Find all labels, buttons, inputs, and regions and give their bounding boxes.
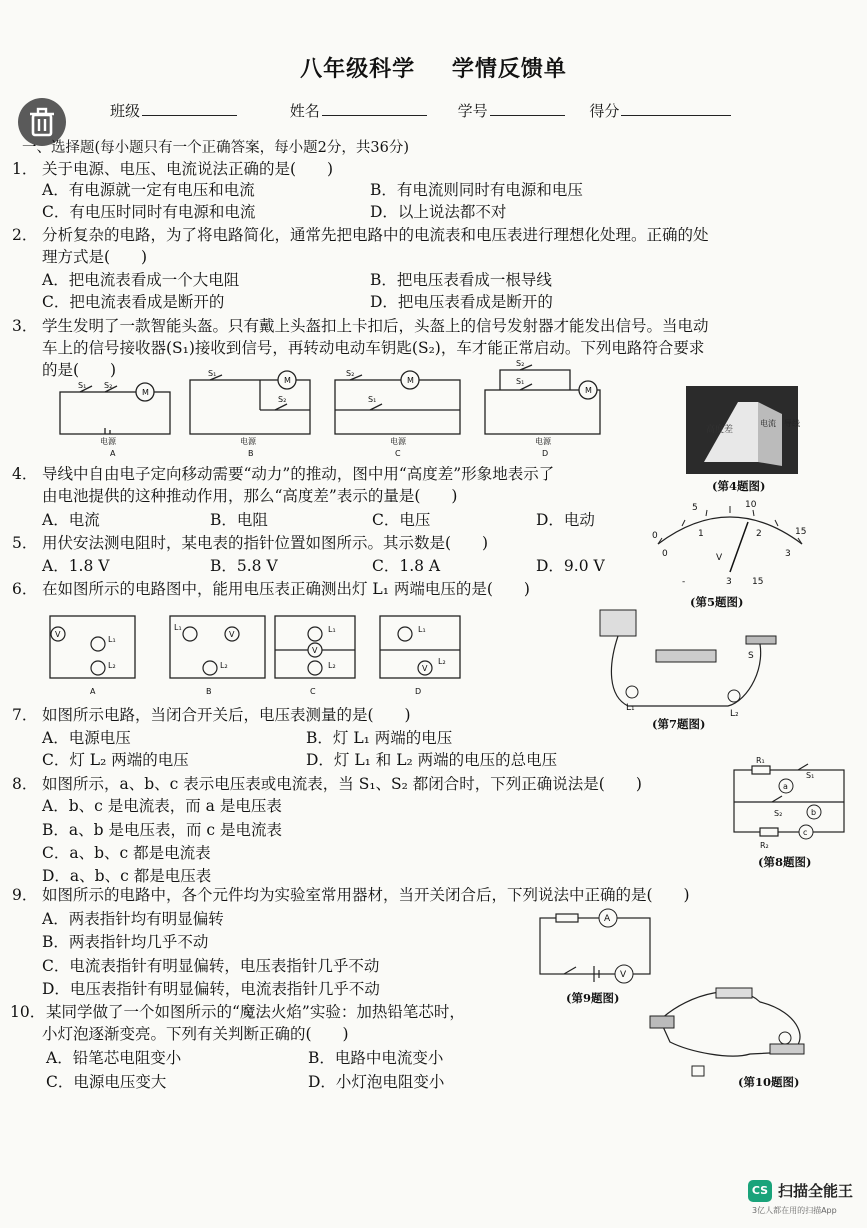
q6-circuit-diagrams — [40, 604, 470, 700]
question-number: 6． — [12, 580, 38, 598]
svg-text:L₂: L₂ — [730, 709, 739, 719]
svg-text:C: C — [310, 687, 316, 696]
svg-text:3: 3 — [726, 577, 732, 587]
svg-text:R₂: R₂ — [760, 841, 769, 850]
svg-text:2: 2 — [756, 529, 762, 539]
question-stem: 如图所示的电路中，各个元件均为实验室常用器材，当开关闭合后，下列说法中正确的是( ) — [42, 886, 690, 904]
svg-text:M: M — [407, 376, 414, 385]
question-stem: 如图所示，a、b、c 表示电压表或电流表，当 S₁、S₂ 都闭合时，下列正确说法是( ) — [42, 775, 642, 793]
option-c[interactable]: C．1.8 A — [372, 557, 441, 575]
option-c[interactable]: C．有电压时同时有电源和电流 — [42, 203, 256, 221]
svg-text:L₂: L₂ — [108, 661, 116, 670]
svg-text:V: V — [422, 664, 428, 673]
svg-text:M: M — [585, 386, 592, 395]
q9-caption: (第9题图) — [566, 991, 620, 1005]
question-stem: 关于电源、电压、电流说法正确的是( ) — [42, 160, 334, 178]
svg-text:V: V — [312, 646, 318, 655]
svg-text:电源: 电源 — [535, 437, 551, 446]
option-a[interactable]: A．1.8 V — [42, 557, 110, 575]
option-d[interactable]: D．灯 L₁ 和 L₂ 两端的电压的总电压 — [306, 751, 558, 769]
question-stem: 用伏安法测电阻时，某电表的指针位置如图所示。其示数是( ) — [42, 534, 489, 552]
svg-text:V: V — [620, 970, 627, 980]
section-title: 一、选择题(每小题只有一个正确答案，每小题2分，共36分) — [22, 140, 409, 156]
question-number: 1． — [12, 160, 38, 178]
option-b[interactable]: B．灯 L₁ 两端的电压 — [306, 729, 453, 747]
svg-text:L₂: L₂ — [438, 657, 446, 666]
svg-text:0: 0 — [652, 531, 658, 541]
question-number: 3． — [12, 317, 38, 335]
option-b[interactable]: B．有电流则同时有电源和电压 — [370, 181, 583, 199]
svg-text:L₁: L₁ — [108, 635, 116, 644]
svg-text:电源: 电源 — [100, 437, 116, 446]
student-info — [110, 100, 731, 121]
question-number: 2． — [12, 226, 38, 244]
svg-text:L₁: L₁ — [174, 623, 182, 632]
svg-text:B: B — [248, 449, 254, 458]
svg-text:S₂: S₂ — [104, 381, 113, 390]
svg-text:5: 5 — [692, 503, 698, 513]
q4-height-diagram — [686, 386, 798, 474]
q7-circuit-photo — [598, 606, 788, 718]
svg-text:10: 10 — [745, 500, 757, 510]
q10-caption: (第10题图) — [738, 1075, 800, 1089]
svg-text:-: - — [682, 577, 686, 587]
option-a[interactable]: A．有电源就一定有电压和电流 — [42, 181, 255, 199]
option-d[interactable]: D．a、b、c 都是电压表 — [42, 867, 212, 885]
option-d[interactable]: D．把电压表看成是断开的 — [370, 293, 553, 311]
option-b[interactable]: B．把电压表看成一根导线 — [370, 271, 552, 289]
option-b[interactable]: B．5.8 V — [210, 557, 278, 575]
option-c[interactable]: C．a、b、c 都是电流表 — [42, 844, 211, 862]
question-number: 4． — [12, 465, 38, 483]
svg-text:A: A — [604, 914, 611, 924]
svg-text:S₂: S₂ — [346, 369, 355, 378]
svg-text:S₁: S₁ — [208, 369, 217, 378]
q5-voltmeter-dial — [640, 494, 820, 594]
svg-text:A: A — [90, 687, 96, 696]
question-stem: 如图所示电路，当闭合开关后，电压表测量的是( ) — [42, 706, 411, 724]
svg-text:S₁: S₁ — [806, 771, 815, 780]
question-number: 9． — [12, 886, 38, 904]
camscanner-logo: CS — [748, 1180, 772, 1202]
svg-text:S₁: S₁ — [516, 377, 525, 386]
id-label: 学号 — [457, 102, 488, 120]
svg-text:高度差: 高度差 — [706, 425, 734, 435]
option-a[interactable]: A．b、c 是电流表，而 a 是电压表 — [42, 797, 282, 815]
page-title — [0, 52, 867, 83]
score-field[interactable] — [621, 101, 731, 116]
title-doc: 学情反馈单 — [451, 56, 567, 82]
q10-experiment-photo — [630, 982, 820, 1078]
svg-text:V: V — [229, 630, 235, 639]
class-field[interactable] — [142, 101, 237, 116]
title-subject: 八年级科学 — [300, 56, 416, 82]
svg-text:S₁: S₁ — [78, 381, 87, 390]
svg-text:L₁: L₁ — [626, 703, 635, 713]
brand-tagline: 3亿人都在用的扫描App — [752, 1206, 837, 1215]
svg-text:A: A — [110, 449, 116, 458]
svg-text:c: c — [803, 828, 808, 837]
option-b[interactable]: B．a、b 是电压表，而 c 是电流表 — [42, 821, 283, 839]
option-a[interactable]: A．把电流表看成一个大电阻 — [42, 271, 240, 289]
score-label: 得分 — [589, 102, 620, 120]
question-stem: 理方式是( ) — [42, 248, 148, 266]
svg-text:B: B — [206, 687, 212, 696]
svg-text:b: b — [811, 808, 817, 817]
q9-circuit-diagram — [536, 904, 656, 986]
option-c[interactable]: C．电压 — [372, 511, 431, 529]
svg-text:S₁: S₁ — [368, 395, 377, 404]
question-number: 7． — [12, 706, 38, 724]
svg-text:15: 15 — [752, 577, 764, 587]
question-stem: 分析复杂的电路，为了将电路简化，通常先把电路中的电流表和电压表进行理想化处理。正确的处 — [42, 226, 709, 244]
name-field[interactable] — [322, 101, 427, 116]
option-c[interactable]: C．电流表指针有明显偏转，电压表指针几乎不动 — [42, 957, 380, 975]
option-d[interactable]: D．9.0 V — [536, 557, 605, 575]
name-label: 姓名 — [289, 102, 320, 120]
option-d[interactable]: D．以上说法都不对 — [370, 203, 507, 221]
svg-text:S₂: S₂ — [278, 395, 287, 404]
svg-text:S: S — [748, 651, 754, 661]
svg-text:0: 0 — [662, 549, 668, 559]
q8-circuit-diagram — [730, 756, 850, 852]
svg-text:a: a — [783, 782, 788, 791]
question-stem: 小灯泡逐渐变亮。下列有关判断正确的( ) — [42, 1025, 349, 1043]
option-b[interactable]: B．电路中电流变小 — [308, 1049, 444, 1067]
id-field[interactable] — [490, 101, 565, 116]
svg-text:L₂: L₂ — [220, 661, 228, 670]
svg-text:C: C — [395, 449, 401, 458]
option-c[interactable]: C．灯 L₂ 两端的电压 — [42, 751, 189, 769]
q8-caption: (第8题图) — [758, 855, 812, 869]
question-number: 8． — [12, 775, 38, 793]
question-number: 10． — [10, 1003, 46, 1021]
svg-text:电源: 电源 — [390, 437, 406, 446]
svg-text:15: 15 — [795, 527, 807, 537]
question-stem: 由电池提供的这种推动作用，那么“高度差”表示的量是( ) — [42, 487, 458, 505]
svg-text:L₁: L₁ — [328, 625, 336, 634]
svg-text:V: V — [716, 553, 723, 563]
question-stem: 的是( ) — [42, 361, 117, 379]
option-a[interactable]: A．铅笔芯电阻变小 — [46, 1049, 182, 1067]
question-stem: 某同学做了一个如图所示的“魔法火焰”实验：加热铅笔芯时， — [46, 1003, 465, 1021]
option-a[interactable]: A．电源电压 — [42, 729, 131, 747]
svg-text:S₂: S₂ — [516, 359, 525, 368]
svg-text:电源: 电源 — [240, 437, 256, 446]
option-a[interactable]: A．两表指针均有明显偏转 — [42, 910, 224, 928]
question-stem: 学生发明了一款智能头盔。只有戴上头盔扣上卡扣后，头盔上的信号发射器才能发出信号。当电动 — [42, 317, 709, 335]
option-c[interactable]: C．把电流表看成是断开的 — [42, 293, 225, 311]
svg-text:1: 1 — [698, 529, 704, 539]
svg-text:电流 导线: 电流 导线 — [760, 419, 800, 428]
option-c[interactable]: C．电源电压变大 — [46, 1073, 167, 1091]
class-label: 班级 — [110, 102, 141, 120]
svg-text:M: M — [284, 376, 291, 385]
svg-text:S₂: S₂ — [774, 809, 783, 818]
question-stem: 导线中自由电子定向移动需要“动力”的推动，图中用“高度差”形象地表示了 — [42, 465, 555, 483]
svg-text:R₁: R₁ — [756, 756, 765, 765]
option-d[interactable]: D．电动 — [536, 511, 595, 529]
brand-name: 扫描全能王 — [778, 1182, 854, 1200]
svg-text:3: 3 — [785, 549, 791, 559]
question-stem: 车上的信号接收器(S₁)接收到信号，再转动电动车钥匙(S₂)，车才能正常启动。下列电路符合要求 — [42, 339, 705, 357]
question-stem: 在如图所示的电路图中，能用电压表正确测出灯 L₁ 两端电压的是( ) — [42, 580, 530, 598]
q4-caption: (第4题图) — [712, 479, 766, 493]
svg-text:L₂: L₂ — [328, 661, 336, 670]
svg-text:D: D — [542, 449, 549, 458]
option-b[interactable]: B．电阻 — [210, 511, 268, 529]
question-number: 5． — [12, 534, 38, 552]
option-d[interactable]: D．电压表指针有明显偏转，电流表指针几乎不动 — [42, 980, 380, 998]
option-d[interactable]: D．小灯泡电阻变小 — [308, 1073, 445, 1091]
svg-text:V: V — [55, 630, 61, 639]
option-b[interactable]: B．两表指针均几乎不动 — [42, 933, 209, 951]
motor-label: M — [142, 388, 149, 397]
option-a[interactable]: A．电流 — [42, 511, 100, 529]
svg-text:D: D — [415, 687, 422, 696]
q5-caption: (第5题图) — [690, 595, 744, 609]
q7-caption: (第7题图) — [652, 717, 706, 731]
svg-text:L₁: L₁ — [418, 625, 426, 634]
